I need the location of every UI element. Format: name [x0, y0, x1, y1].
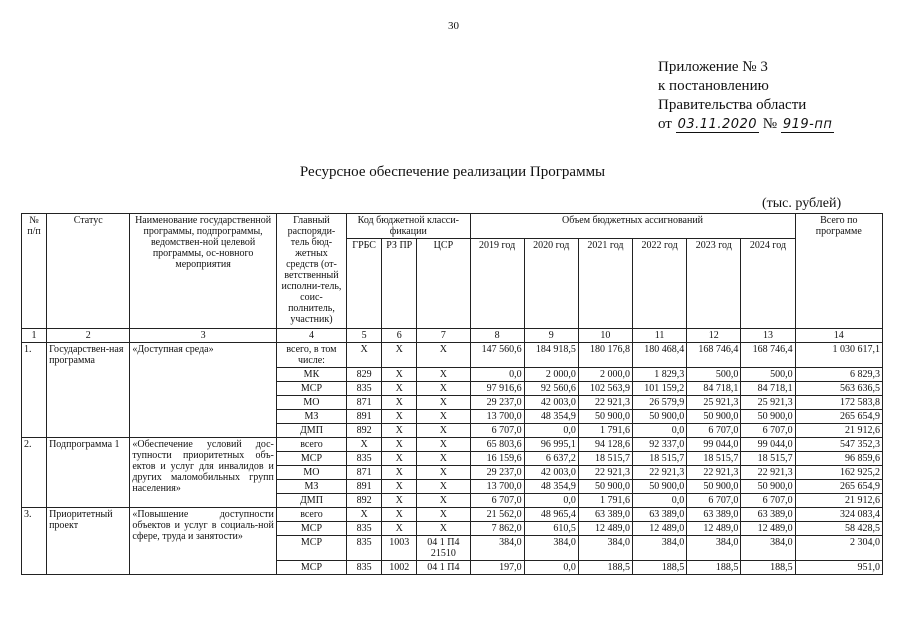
- row-year-value: 0,0: [524, 494, 578, 508]
- header-csr: ЦСР: [417, 239, 470, 329]
- col-number: 10: [578, 329, 632, 343]
- appendix-line-3: Правительства области: [658, 97, 807, 113]
- row-grbs-code: 829: [347, 368, 382, 382]
- row-year-value: 384,0: [470, 536, 524, 561]
- row-year-value: 21 562,0: [470, 508, 524, 522]
- col-number: 4: [276, 329, 346, 343]
- row-year-value: 50 900,0: [633, 410, 687, 424]
- row-program-name: «Обеспечение условий дос-тупности приоритетных объ-ектов и услуг для инвалидов и других маломобильных групп населения»: [130, 438, 276, 508]
- row-rzpr-code: X: [382, 396, 417, 410]
- row-administrator: ДМП: [276, 494, 346, 508]
- row-rzpr-code: X: [382, 382, 417, 396]
- row-year-value: 500,0: [687, 368, 741, 382]
- row-grbs-code: 892: [347, 494, 382, 508]
- row-csr-code: X: [417, 480, 470, 494]
- row-rzpr-code: X: [382, 480, 417, 494]
- col-number: 9: [524, 329, 578, 343]
- appendix-date-line: [658, 115, 834, 134]
- row-year-value: 12 489,0: [633, 522, 687, 536]
- row-csr-code: X: [417, 343, 470, 368]
- header-2021: 2021 год: [578, 239, 632, 329]
- row-total-value: 172 583,8: [795, 396, 882, 410]
- row-year-value: 50 900,0: [687, 480, 741, 494]
- row-total-value: 162 925,2: [795, 466, 882, 480]
- row-year-value: 99 044,0: [741, 438, 795, 452]
- row-grbs-code: X: [347, 438, 382, 452]
- row-total-value: 265 654,9: [795, 410, 882, 424]
- row-number: 2.: [22, 438, 47, 508]
- table-row: [22, 438, 883, 452]
- row-year-value: 12 489,0: [687, 522, 741, 536]
- row-year-value: 6 637,2: [524, 452, 578, 466]
- row-year-value: 18 515,7: [687, 452, 741, 466]
- row-total-value: 58 428,5: [795, 522, 882, 536]
- row-year-value: 102 563,9: [578, 382, 632, 396]
- row-year-value: 50 900,0: [741, 480, 795, 494]
- row-year-value: 6 707,0: [741, 494, 795, 508]
- row-year-value: 6 707,0: [687, 494, 741, 508]
- row-total-value: 951,0: [795, 561, 882, 575]
- row-grbs-code: 835: [347, 382, 382, 396]
- row-year-value: 384,0: [687, 536, 741, 561]
- header-status: Статус: [47, 214, 130, 329]
- row-grbs-code: 892: [347, 424, 382, 438]
- header-grbs-main: Главный распоряди-тель бюд-жетных средств (от-ветственный исполни-тель, соис-полнитель, участник): [276, 214, 346, 329]
- row-year-value: 168 746,4: [687, 343, 741, 368]
- row-administrator: МО: [276, 466, 346, 480]
- col-number: 2: [47, 329, 130, 343]
- row-csr-code: X: [417, 494, 470, 508]
- row-year-value: 18 515,7: [578, 452, 632, 466]
- row-total-value: 265 654,9: [795, 480, 882, 494]
- row-year-value: 13 700,0: [470, 410, 524, 424]
- row-year-value: 22 921,3: [578, 466, 632, 480]
- row-rzpr-code: X: [382, 522, 417, 536]
- row-rzpr-code: 1002: [382, 561, 417, 575]
- row-year-value: 188,5: [687, 561, 741, 575]
- row-csr-code: X: [417, 410, 470, 424]
- table-row: [22, 343, 883, 368]
- row-year-value: 84 718,1: [687, 382, 741, 396]
- row-administrator: МСР: [276, 452, 346, 466]
- document-title: Ресурсное обеспечение реализации Программы: [299, 164, 606, 180]
- row-administrator: ДМП: [276, 424, 346, 438]
- row-year-value: 12 489,0: [578, 522, 632, 536]
- row-year-value: 12 489,0: [741, 522, 795, 536]
- row-administrator: МСР: [276, 382, 346, 396]
- appendix-block: [658, 58, 834, 134]
- row-year-value: 197,0: [470, 561, 524, 575]
- row-csr-code: X: [417, 452, 470, 466]
- row-rzpr-code: X: [382, 410, 417, 424]
- row-csr-code: 04 1 П4: [417, 561, 470, 575]
- row-grbs-code: 835: [347, 561, 382, 575]
- row-grbs-code: 835: [347, 522, 382, 536]
- row-year-value: 22 921,3: [687, 466, 741, 480]
- col-number: 6: [382, 329, 417, 343]
- row-total-value: 96 859,6: [795, 452, 882, 466]
- row-rzpr-code: X: [382, 424, 417, 438]
- row-year-value: 50 900,0: [633, 480, 687, 494]
- handwritten-number: 919-пп: [782, 117, 833, 132]
- row-total-value: 2 304,0: [795, 536, 882, 561]
- col-number: 8: [470, 329, 524, 343]
- row-year-value: 50 900,0: [687, 410, 741, 424]
- row-administrator: МСР: [276, 536, 346, 561]
- row-year-value: 6 707,0: [470, 424, 524, 438]
- row-total-value: 6 829,3: [795, 368, 882, 382]
- row-year-value: 180 176,8: [578, 343, 632, 368]
- page-number: 30: [448, 20, 459, 32]
- row-year-value: 63 389,0: [741, 508, 795, 522]
- header-budget-code: Код бюджетной класси-фикации: [347, 214, 470, 239]
- row-year-value: 6 707,0: [470, 494, 524, 508]
- row-year-value: 147 560,6: [470, 343, 524, 368]
- row-year-value: 25 921,3: [687, 396, 741, 410]
- col-number: 11: [633, 329, 687, 343]
- row-rzpr-code: X: [382, 508, 417, 522]
- row-rzpr-code: X: [382, 343, 417, 368]
- row-program-name: «Повышение доступности объектов и услуг в социаль-ной сфере, труда и занятости»: [130, 508, 276, 575]
- row-rzpr-code: 1003: [382, 536, 417, 561]
- row-year-value: 0,0: [524, 424, 578, 438]
- row-year-value: 63 389,0: [578, 508, 632, 522]
- row-grbs-code: 871: [347, 466, 382, 480]
- row-csr-code: X: [417, 466, 470, 480]
- row-year-value: 1 791,6: [578, 494, 632, 508]
- row-administrator: МО: [276, 396, 346, 410]
- row-number: 3.: [22, 508, 47, 575]
- row-grbs-code: 835: [347, 452, 382, 466]
- row-year-value: 610,5: [524, 522, 578, 536]
- row-year-value: 7 862,0: [470, 522, 524, 536]
- col-number: 3: [130, 329, 276, 343]
- number-prefix: №: [762, 116, 778, 132]
- row-csr-code: X: [417, 368, 470, 382]
- handwritten-date: 03.11.2020: [677, 117, 758, 132]
- row-total-value: 1 030 617,1: [795, 343, 882, 368]
- column-number-row: [22, 329, 883, 343]
- row-rzpr-code: X: [382, 368, 417, 382]
- row-year-value: 168 746,4: [741, 343, 795, 368]
- row-year-value: 50 900,0: [578, 480, 632, 494]
- row-year-value: 96 995,1: [524, 438, 578, 452]
- row-administrator: МК: [276, 368, 346, 382]
- header-grbs: ГРБС: [347, 239, 382, 329]
- row-year-value: 2 000,0: [524, 368, 578, 382]
- col-number: 13: [741, 329, 795, 343]
- row-csr-code: 04 1 П4 21510: [417, 536, 470, 561]
- row-year-value: 6 707,0: [687, 424, 741, 438]
- row-year-value: 99 044,0: [687, 438, 741, 452]
- row-grbs-code: X: [347, 343, 382, 368]
- resource-table: [21, 213, 883, 575]
- row-year-value: 101 159,2: [633, 382, 687, 396]
- header-volume: Объем бюджетных ассигнований: [470, 214, 795, 239]
- row-year-value: 188,5: [633, 561, 687, 575]
- row-total-value: 21 912,6: [795, 424, 882, 438]
- row-administrator: МЗ: [276, 480, 346, 494]
- row-year-value: 22 921,3: [741, 466, 795, 480]
- header-num: № п/п: [22, 214, 47, 329]
- row-year-value: 0,0: [470, 368, 524, 382]
- row-year-value: 84 718,1: [741, 382, 795, 396]
- row-year-value: 13 700,0: [470, 480, 524, 494]
- row-year-value: 63 389,0: [687, 508, 741, 522]
- header-2019: 2019 год: [470, 239, 524, 329]
- row-csr-code: X: [417, 382, 470, 396]
- row-year-value: 63 389,0: [633, 508, 687, 522]
- row-year-value: 384,0: [741, 536, 795, 561]
- row-grbs-code: 891: [347, 480, 382, 494]
- appendix-line-1: Приложение № 3: [658, 59, 768, 75]
- row-number: 1.: [22, 343, 47, 438]
- row-program-name: «Доступная среда»: [130, 343, 276, 438]
- row-rzpr-code: X: [382, 438, 417, 452]
- row-administrator: МЗ: [276, 410, 346, 424]
- row-total-value: 547 352,3: [795, 438, 882, 452]
- row-year-value: 26 579,9: [633, 396, 687, 410]
- date-prefix: от: [658, 116, 672, 132]
- row-grbs-code: 835: [347, 536, 382, 561]
- row-year-value: 29 237,0: [470, 466, 524, 480]
- row-year-value: 384,0: [524, 536, 578, 561]
- row-year-value: 180 468,4: [633, 343, 687, 368]
- row-year-value: 18 515,7: [741, 452, 795, 466]
- row-year-value: 42 003,0: [524, 396, 578, 410]
- row-rzpr-code: X: [382, 452, 417, 466]
- header-2023: 2023 год: [687, 239, 741, 329]
- row-year-value: 50 900,0: [741, 410, 795, 424]
- row-year-value: 384,0: [578, 536, 632, 561]
- row-year-value: 16 159,6: [470, 452, 524, 466]
- header-2022: 2022 год: [633, 239, 687, 329]
- row-year-value: 184 918,5: [524, 343, 578, 368]
- row-total-value: 324 083,4: [795, 508, 882, 522]
- row-year-value: 97 916,6: [470, 382, 524, 396]
- header-name: Наименование государственной программы, подпрограммы, ведомствен-ной целевой программы, ос-новного мероприятия: [130, 214, 276, 329]
- row-csr-code: X: [417, 396, 470, 410]
- row-administrator: МСР: [276, 561, 346, 575]
- row-year-value: 29 237,0: [470, 396, 524, 410]
- row-year-value: 48 965,4: [524, 508, 578, 522]
- row-year-value: 94 128,6: [578, 438, 632, 452]
- row-year-value: 1 829,3: [633, 368, 687, 382]
- header-total: Всего по программе: [795, 214, 882, 329]
- col-number: 12: [687, 329, 741, 343]
- row-year-value: 42 003,0: [524, 466, 578, 480]
- row-year-value: 188,5: [741, 561, 795, 575]
- row-rzpr-code: X: [382, 466, 417, 480]
- row-year-value: 0,0: [524, 561, 578, 575]
- row-year-value: 0,0: [633, 494, 687, 508]
- row-year-value: 22 921,3: [578, 396, 632, 410]
- row-year-value: 500,0: [741, 368, 795, 382]
- row-grbs-code: 891: [347, 410, 382, 424]
- row-csr-code: X: [417, 508, 470, 522]
- units-label: (тыс. рублей): [762, 196, 842, 211]
- row-year-value: 2 000,0: [578, 368, 632, 382]
- row-year-value: 1 791,6: [578, 424, 632, 438]
- header-2020: 2020 год: [524, 239, 578, 329]
- row-grbs-code: 871: [347, 396, 382, 410]
- row-year-value: 384,0: [633, 536, 687, 561]
- row-grbs-code: X: [347, 508, 382, 522]
- row-administrator: всего: [276, 438, 346, 452]
- header-row-1: [22, 214, 883, 239]
- row-total-value: 21 912,6: [795, 494, 882, 508]
- row-administrator: МСР: [276, 522, 346, 536]
- row-year-value: 48 354,9: [524, 480, 578, 494]
- row-status: Государствен-ная программа: [47, 343, 130, 438]
- row-year-value: 22 921,3: [633, 466, 687, 480]
- row-year-value: 92 560,6: [524, 382, 578, 396]
- row-year-value: 18 515,7: [633, 452, 687, 466]
- row-rzpr-code: X: [382, 494, 417, 508]
- header-2024: 2024 год: [741, 239, 795, 329]
- row-year-value: 65 803,6: [470, 438, 524, 452]
- row-year-value: 48 354,9: [524, 410, 578, 424]
- col-number: 5: [347, 329, 382, 343]
- row-year-value: 6 707,0: [741, 424, 795, 438]
- col-number: 7: [417, 329, 470, 343]
- row-year-value: 92 337,0: [633, 438, 687, 452]
- header-rzpr: РЗ ПР: [382, 239, 417, 329]
- row-administrator: всего: [276, 508, 346, 522]
- row-total-value: 563 636,5: [795, 382, 882, 396]
- row-status: Подпрограмма 1: [47, 438, 130, 508]
- table-row: [22, 508, 883, 522]
- row-year-value: 25 921,3: [741, 396, 795, 410]
- col-number: 14: [795, 329, 882, 343]
- col-number: 1: [22, 329, 47, 343]
- row-year-value: 188,5: [578, 561, 632, 575]
- row-year-value: 50 900,0: [578, 410, 632, 424]
- row-status: Приоритетный проект: [47, 508, 130, 575]
- row-administrator: всего, в том числе:: [276, 343, 346, 368]
- row-csr-code: X: [417, 424, 470, 438]
- row-year-value: 0,0: [633, 424, 687, 438]
- row-csr-code: X: [417, 522, 470, 536]
- row-csr-code: X: [417, 438, 470, 452]
- appendix-line-2: к постановлению: [658, 78, 769, 94]
